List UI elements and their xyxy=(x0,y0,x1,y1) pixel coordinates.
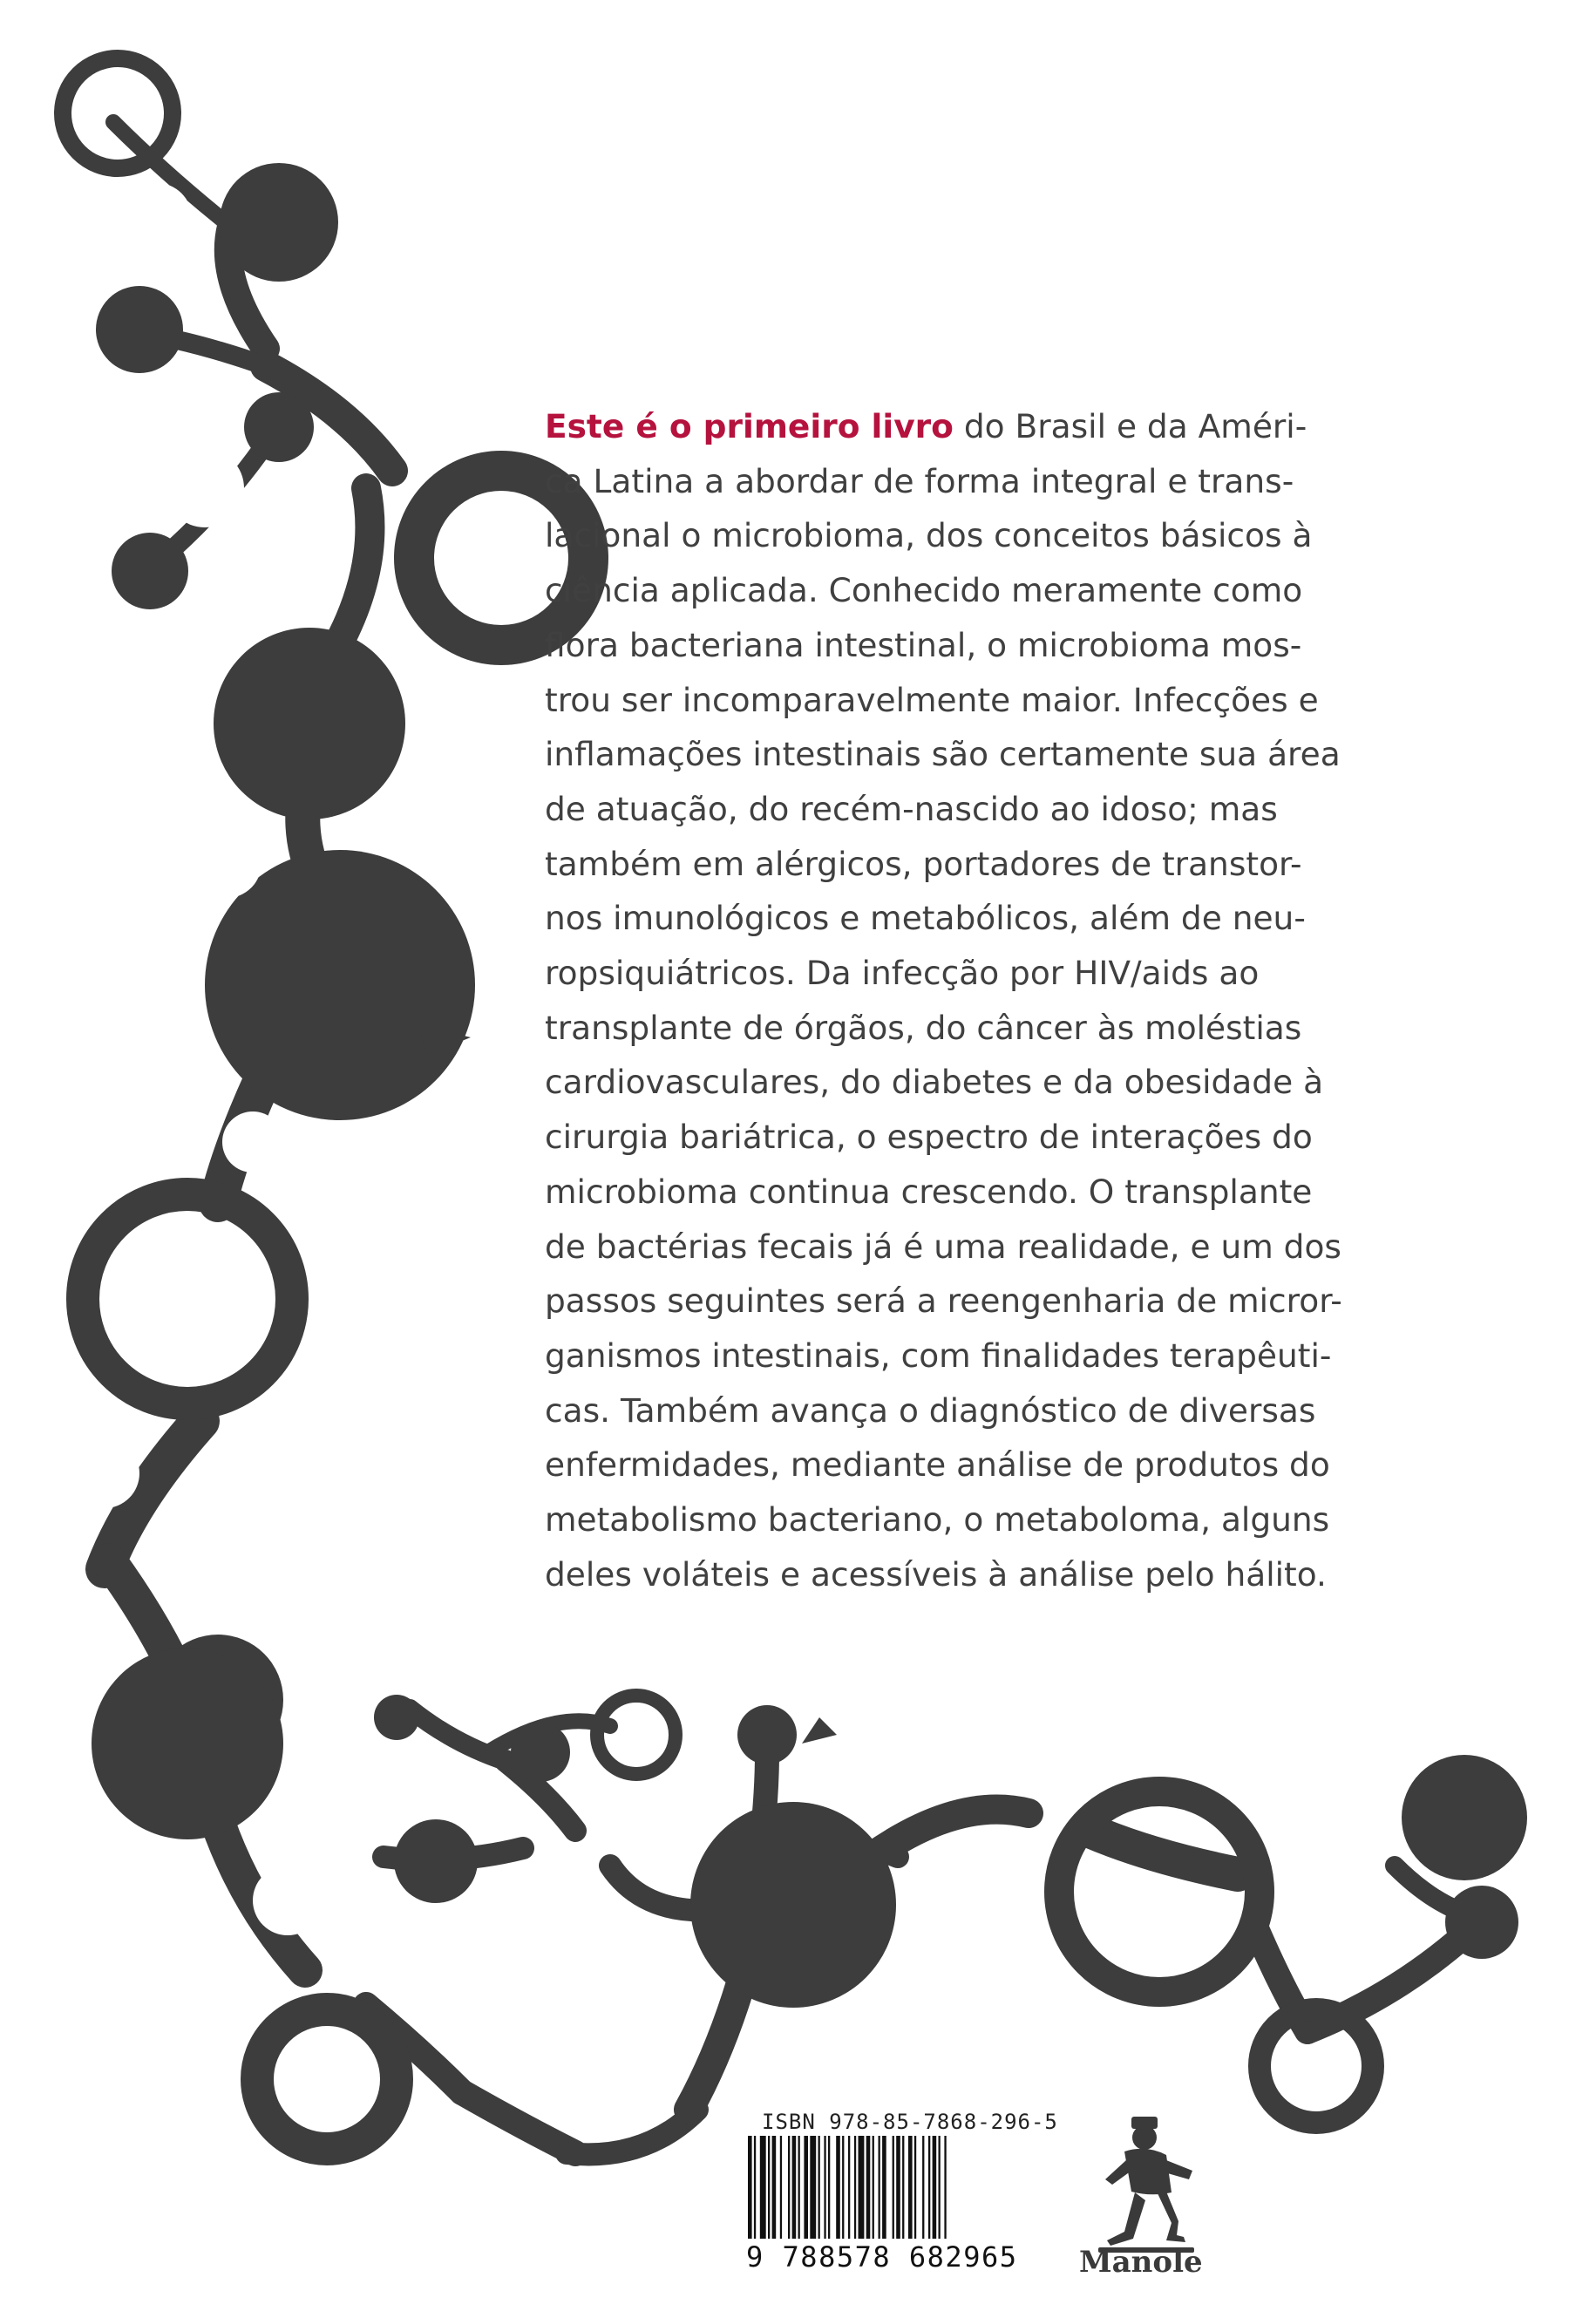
barcode-bar xyxy=(780,2136,782,2239)
barcode-bar xyxy=(882,2136,886,2239)
barcode-bar xyxy=(933,2136,937,2239)
barcode-bar xyxy=(824,2136,825,2239)
blurb-line: ciência aplicada. Conhecido meramente como xyxy=(545,571,1303,610)
blurb-line: metabolismo bacteriano, o metaboloma, alguns xyxy=(545,1500,1330,1540)
barcode-bar xyxy=(842,2136,844,2239)
barcode-bar xyxy=(792,2136,797,2239)
barcode-bar xyxy=(939,2136,941,2239)
blurb-first-line-rest: do Brasil e da Améri- xyxy=(953,407,1307,445)
barcode-bar xyxy=(788,2136,790,2239)
barcode-bar xyxy=(873,2136,874,2239)
back-cover-blurb xyxy=(545,399,1416,1601)
barcode-bar xyxy=(902,2136,904,2239)
barcode-bar xyxy=(848,2136,850,2239)
blurb-line: também em alérgicos, portadores de transtor- xyxy=(545,844,1302,883)
barcode-bar xyxy=(928,2136,930,2239)
blurb-line: passos seguintes será a reengenharia de micror- xyxy=(545,1281,1342,1321)
blurb-line: deles voláteis e acessíveis à análise pelo hálito. xyxy=(545,1554,1327,1594)
barcode-bar xyxy=(859,2136,865,2239)
barcode-bar xyxy=(908,2136,913,2239)
barcode-bar xyxy=(836,2136,840,2239)
barcode-bar xyxy=(818,2136,820,2239)
barcode-bar xyxy=(804,2136,808,2239)
blurb-line: enfermidades, mediante análise de produtos do xyxy=(545,1445,1330,1485)
barcode-bar xyxy=(828,2136,830,2239)
blurb-line: microbioma continua crescendo. O transplante xyxy=(545,1172,1313,1211)
blurb-line: ganismos intestinais, com finalidades terapêuti- xyxy=(545,1336,1332,1375)
blurb-line: flora bacteriana intestinal, o microbioma mos- xyxy=(545,625,1302,664)
barcode xyxy=(746,2136,1034,2249)
barcode-bar xyxy=(893,2136,894,2239)
barcode-bar xyxy=(772,2136,777,2239)
barcode-bar xyxy=(798,2136,800,2239)
isbn-label: ISBN 978-85-7868-296-5 xyxy=(762,2110,1058,2134)
barcode-bar xyxy=(922,2136,924,2239)
barcode-bar xyxy=(768,2136,770,2239)
barcode-digits: 9 788578 682965 xyxy=(746,2240,1018,2274)
blurb-line: de bactérias fecais já é uma realidade, e um dos xyxy=(545,1227,1341,1266)
blurb-line: ca Latina a abordar de forma integral e trans- xyxy=(545,461,1294,500)
blurb-line: trou ser incomparavelmente maior. Infecções e xyxy=(545,680,1319,719)
blurb-line: de atuação, do recém-nascido ao idoso; mas xyxy=(545,789,1278,828)
blurb-line: lacional o microbioma, dos conceitos básicos à xyxy=(545,516,1313,555)
barcode-bar xyxy=(879,2136,880,2239)
blurb-line: ropsiquiátricos. Da infecção por HIV/aids ao xyxy=(545,954,1260,993)
barcode-bar xyxy=(810,2136,816,2239)
blurb-line: inflamações intestinais são certamente sua área xyxy=(545,735,1341,774)
publisher-logo-icon xyxy=(1081,2110,1212,2258)
barcode-bar xyxy=(854,2136,856,2239)
publisher-name: Manole xyxy=(1079,2245,1203,2280)
blurb-line: cardiovasculares, do diabetes e da obesidade à xyxy=(545,1063,1324,1102)
blurb-highlight: Este é o primeiro livro xyxy=(545,407,954,445)
barcode-bar xyxy=(944,2136,946,2239)
blurb-line: transplante de órgãos, do câncer às moléstias xyxy=(545,1008,1302,1047)
blurb-line: cas. Também avança o diagnóstico de diversas xyxy=(545,1390,1316,1430)
blurb-line: cirurgia bariátrica, o espectro de interações do xyxy=(545,1118,1313,1157)
blurb-line: nos imunológicos e metabólicos, além de neu- xyxy=(545,899,1306,938)
barcode-bar xyxy=(754,2136,756,2239)
barcode-bar xyxy=(914,2136,916,2239)
barcode-bar xyxy=(896,2136,900,2239)
barcode-bar xyxy=(866,2136,871,2239)
barcode-bar xyxy=(748,2136,752,2239)
barcode-bar xyxy=(760,2136,766,2239)
blurb-line-first xyxy=(545,399,1416,454)
